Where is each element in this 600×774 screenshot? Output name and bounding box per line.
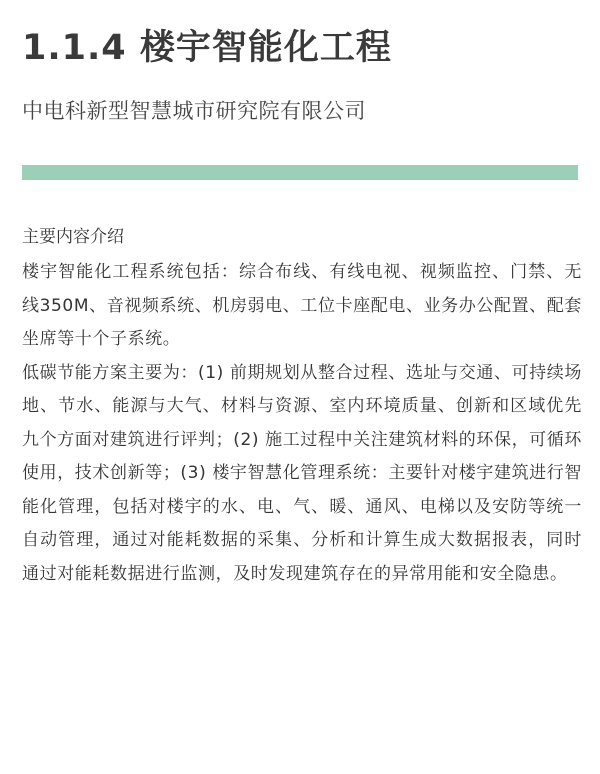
section-heading: 主要内容介绍	[22, 227, 124, 247]
organization-subtitle: 中电科新型智慧城市研究院有限公司	[22, 99, 366, 123]
main-content	[22, 222, 582, 591]
page-title: 1.1.4 楼宇智能化工程	[22, 28, 392, 68]
accent-divider	[22, 165, 578, 180]
energy-saving-paragraph: 低碳节能方案主要为：(1) 前期规划从整合过程、选址与交通、可持续场地、节水、能源与大气、材料与资源、室内环境质量、创新和区域优先九个方面对建筑进行评判；(2) 施工过程中关注建筑材料的环保，可循环使用，技术创新等；(3) 楼宇智慧化管理系统：主要针对楼宇建筑进行智能化管理，包括对楼宇的水、电、气、暖、通风、电梯以及安防等统一自动管理，通过对能耗数据的采集、分析和计算生成大数据报表，同时通过对能耗数据进行监测，及时发现建筑存在的异常用能和安全隐患。	[22, 362, 582, 584]
system-overview-paragraph: 楼宇智能化工程系统包括：综合布线、有线电视、视频监控、门禁、无线350M、音视频系统、机房弱电、工位卡座配电、业务办公配置、配套坐席等十个子系统。	[22, 262, 582, 349]
